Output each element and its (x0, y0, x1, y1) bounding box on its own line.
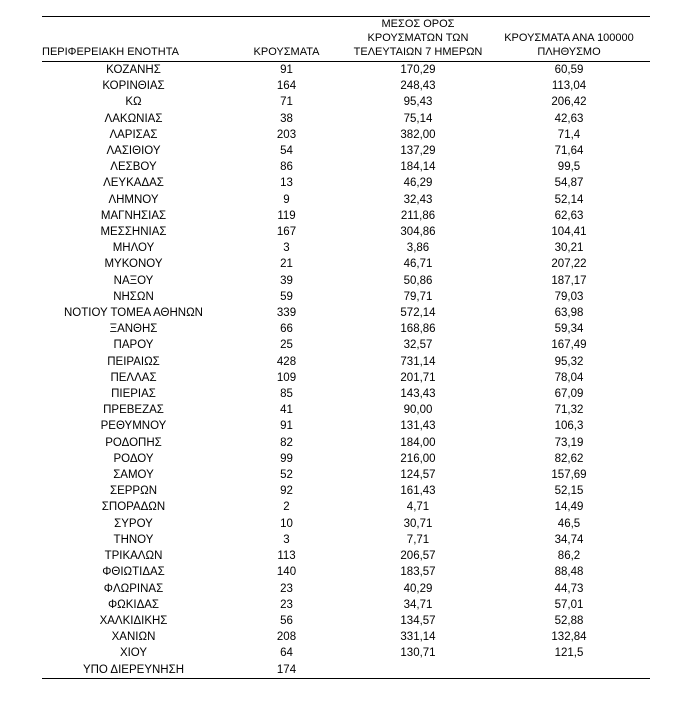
table-row (42, 78, 650, 94)
per100k-cell: 14,49 (554, 501, 584, 514)
region-cell: ΚΩ (125, 96, 142, 109)
per100k-cell: 113,04 (551, 80, 587, 93)
region-cell: ΝΟΤΙΟΥ ΤΟΜΕΑ ΑΘΗΝΩΝ (64, 307, 203, 320)
avg7-cell: 382,00 (400, 128, 436, 141)
table-row (42, 192, 650, 208)
cases-table-container (42, 16, 650, 679)
region-cell: ΡΟΔΟΥ (113, 452, 154, 465)
header-cases (225, 17, 348, 62)
region-cell: ΛΕΣΒΟΥ (110, 161, 157, 174)
header-per100k (488, 17, 650, 62)
table-row (42, 321, 650, 337)
avg7-cell: 34,71 (403, 598, 433, 611)
table-row (42, 386, 650, 402)
header-per100k-line1: ΚΡΟΥΣΜΑΤΑ ΑΝΑ 100000 (504, 32, 634, 44)
region-cell: ΦΛΩΡΙΝΑΣ (103, 582, 164, 595)
table-row (42, 645, 650, 661)
cases-cell: 164 (276, 80, 297, 93)
table-row (42, 159, 650, 175)
per100k-cell: 34,74 (554, 533, 584, 546)
table-row (42, 370, 650, 386)
header-avg7-line3: ΤΕΛΕΥΤΑΙΩΝ 7 ΗΜΕΡΩΝ (353, 46, 483, 58)
avg7-cell: 46,29 (403, 177, 433, 190)
cases-cell: 64 (280, 647, 293, 660)
table-row (42, 256, 650, 272)
cases-cell: 39 (280, 274, 293, 287)
avg7-cell: 32,43 (403, 193, 433, 206)
table-row (42, 402, 650, 418)
per100k-cell: 52,14 (554, 193, 584, 206)
per100k-cell: 52,15 (554, 485, 584, 498)
region-cell: ΛΑΡΙΣΑΣ (109, 128, 158, 141)
region-cell: ΣΕΡΡΩΝ (109, 485, 158, 498)
cases-table (42, 16, 650, 679)
avg7-cell: 248,43 (400, 80, 436, 93)
table-row (42, 62, 650, 79)
cases-cell: 92 (280, 485, 293, 498)
cases-cell: 71 (280, 96, 293, 109)
region-cell: ΚΟΖΑΝΗΣ (106, 64, 161, 76)
per100k-cell: 42,63 (554, 112, 584, 125)
cases-cell: 21 (280, 258, 293, 271)
table-row (42, 208, 650, 224)
cases-cell: 208 (276, 631, 297, 644)
table-row (42, 289, 650, 305)
cases-cell: 174 (225, 662, 348, 679)
per100k-cell: 106,3 (554, 420, 584, 433)
per100k-cell: 132,84 (551, 631, 587, 644)
table-row (42, 581, 650, 597)
table-row (42, 305, 650, 321)
table-row (42, 273, 650, 289)
per100k-cell: 95,32 (554, 355, 584, 368)
per100k-cell: 52,88 (554, 614, 584, 627)
region-cell: ΚΟΡΙΝΘΙΑΣ (102, 80, 165, 93)
per100k-cell: 104,41 (551, 226, 587, 239)
table-row (42, 516, 650, 532)
cases-cell: 91 (280, 420, 293, 433)
avg7-cell: 50,86 (403, 274, 433, 287)
region-cell: ΛΕΥΚΑΔΑΣ (103, 177, 164, 190)
table-row (42, 564, 650, 580)
cases-cell: 119 (277, 209, 296, 222)
table-row (42, 662, 650, 679)
cases-cell: 23 (280, 598, 293, 611)
table-row (42, 418, 650, 434)
per100k-cell: 46,5 (557, 517, 581, 530)
region-cell: ΦΩΚΙΔΑΣ (107, 598, 160, 611)
cases-cell: 91 (280, 64, 293, 76)
per100k-cell: 187,17 (551, 274, 587, 287)
cases-cell: 66 (280, 323, 293, 336)
avg7-cell: 30,71 (403, 517, 433, 530)
avg7-cell: 161,43 (400, 485, 436, 498)
table-row (42, 337, 650, 353)
table-row (42, 532, 650, 548)
avg7-cell: 183,57 (400, 566, 436, 579)
table-row (42, 499, 650, 515)
per100k-cell: 30,21 (554, 242, 584, 255)
region-cell: ΤΡΙΚΑΛΩΝ (104, 550, 163, 563)
avg7-cell: 3,86 (406, 242, 430, 255)
table-row (42, 127, 650, 143)
region-cell: ΜΕΣΣΗΝΙΑΣ (100, 226, 167, 239)
cases-cell: 82 (280, 436, 293, 449)
per100k-cell: 71,32 (554, 404, 584, 417)
avg7-cell: 201,71 (400, 371, 436, 384)
cases-cell: 25 (280, 339, 293, 352)
table-row (42, 629, 650, 645)
avg7-cell: 170,29 (400, 64, 436, 76)
per100k-cell: 157,69 (551, 469, 587, 482)
region-cell: ΛΑΚΩΝΙΑΣ (104, 112, 163, 125)
per100k-cell: 54,87 (554, 177, 584, 190)
table-row (42, 94, 650, 110)
region-cell: ΛΗΜΝΟΥ (108, 193, 159, 206)
region-cell: ΤΗΝΟΥ (113, 533, 154, 546)
region-cell: ΛΑΣΙΘΙΟΥ (106, 145, 161, 158)
avg7-cell: 75,14 (403, 112, 433, 125)
region-cell: ΝΗΣΩΝ (113, 290, 154, 303)
per100k-cell: 59,34 (554, 323, 584, 336)
cases-cell: 140 (276, 566, 297, 579)
avg7-cell: 168,86 (400, 323, 436, 336)
cases-cell: 13 (280, 177, 293, 190)
table-row (42, 548, 650, 564)
avg7-cell: 46,71 (403, 258, 433, 271)
cases-cell: 2 (283, 501, 290, 514)
table-header-row (42, 17, 650, 62)
region-cell: ΦΘΙΩΤΙΔΑΣ (102, 566, 165, 579)
avg7-cell: 79,71 (403, 290, 433, 303)
cases-cell: 9 (283, 193, 290, 206)
cases-cell: 59 (280, 290, 293, 303)
per100k-cell: 86,2 (557, 550, 581, 563)
region-cell: ΜΗΛΟΥ (112, 242, 155, 255)
cases-cell: 56 (280, 614, 293, 627)
region-cell: ΥΠΟ ΔΙΕΡΕΥΝΗΣΗ (42, 662, 225, 679)
header-region-label: ΠΕΡΙΦΕΡΕΙΑΚΗ ΕΝΟΤΗΤΑ (42, 46, 179, 58)
region-cell: ΝΑΞΟΥ (113, 274, 154, 287)
table-row (42, 451, 650, 467)
avg7-cell: 137,29 (400, 145, 436, 158)
cases-cell: 41 (280, 404, 293, 417)
cases-cell: 54 (280, 145, 293, 158)
cases-cell: 23 (280, 582, 293, 595)
table-row (42, 175, 650, 191)
per100k-cell: 167,49 (551, 339, 587, 352)
cases-cell: 86 (280, 161, 293, 174)
per100k-cell: 82,62 (554, 452, 584, 465)
table-row (42, 111, 650, 127)
avg7-cell: 124,57 (400, 469, 436, 482)
avg7-cell: 90,00 (403, 404, 433, 417)
cases-cell: 203 (276, 128, 297, 141)
per100k-cell: 44,73 (554, 582, 584, 595)
region-cell: ΣΥΡΟΥ (114, 517, 153, 530)
per100k-cell: 62,63 (554, 209, 584, 222)
region-cell: ΠΙΕΡΙΑΣ (111, 388, 156, 401)
header-avg7-line2: ΚΡΟΥΣΜΑΤΩΝ ΤΩΝ (367, 32, 469, 44)
per100k-cell (488, 662, 650, 679)
cases-cell: 167 (276, 226, 297, 239)
table-row (42, 435, 650, 451)
per100k-cell: 99,5 (557, 161, 581, 174)
table-row (42, 613, 650, 629)
region-cell: ΣΑΜΟΥ (113, 469, 154, 482)
region-cell: ΧΑΛΚΙΔΙΚΗΣ (99, 614, 168, 627)
table-row (42, 467, 650, 483)
table-row (42, 143, 650, 159)
header-avg7 (348, 17, 488, 62)
header-cases-label: ΚΡΟΥΣΜΑΤΑ (253, 46, 320, 58)
avg7-cell: 131,43 (400, 420, 436, 433)
region-cell: ΣΠΟΡΑΔΩΝ (101, 501, 166, 514)
avg7-cell: 216,00 (400, 452, 436, 465)
cases-cell: 3 (283, 242, 290, 255)
table-row (42, 597, 650, 613)
region-cell: ΠΕΙΡΑΙΩΣ (107, 355, 160, 368)
per100k-cell: 206,42 (551, 96, 587, 109)
avg7-cell: 331,14 (400, 631, 436, 644)
avg7-cell (348, 662, 488, 679)
per100k-cell: 71,64 (554, 145, 584, 158)
avg7-cell: 184,00 (400, 436, 436, 449)
table-row (42, 483, 650, 499)
avg7-cell: 7,71 (406, 533, 430, 546)
per100k-cell: 60,59 (554, 64, 584, 76)
cases-cell: 109 (276, 371, 297, 384)
region-cell: ΡΕΘΥΜΝΟΥ (100, 420, 167, 433)
region-cell: ΠΑΡΟΥ (113, 339, 154, 352)
per100k-cell: 78,04 (554, 371, 584, 384)
cases-cell: 339 (276, 307, 297, 320)
region-cell: ΧΑΝΙΩΝ (111, 631, 156, 644)
cases-cell: 99 (280, 452, 293, 465)
region-cell: ΠΕΛΛΑΣ (110, 371, 157, 384)
table-body (42, 62, 650, 679)
avg7-cell: 731,14 (400, 355, 436, 368)
header-avg7-line1: ΜΕΣΟΣ ΟΡΟΣ (381, 18, 455, 30)
avg7-cell: 4,71 (406, 501, 430, 514)
per100k-cell: 63,98 (554, 307, 584, 320)
cases-cell: 113 (277, 550, 296, 563)
avg7-cell: 211,86 (400, 209, 436, 222)
cases-cell: 85 (280, 388, 293, 401)
cases-cell: 10 (280, 517, 293, 530)
avg7-cell: 40,29 (403, 582, 433, 595)
avg7-cell: 130,71 (400, 647, 436, 660)
per100k-cell: 121,5 (554, 647, 584, 660)
region-cell: ΞΑΝΘΗΣ (109, 323, 158, 336)
region-cell: ΜΥΚΟΝΟΥ (104, 258, 163, 271)
per100k-cell: 57,01 (554, 598, 584, 611)
avg7-cell: 184,14 (400, 161, 436, 174)
region-cell: ΜΑΓΝΗΣΙΑΣ (100, 209, 167, 222)
per100k-cell: 79,03 (554, 290, 584, 303)
cases-cell: 428 (276, 355, 297, 368)
table-row (42, 224, 650, 240)
table-row (42, 354, 650, 370)
avg7-cell: 206,57 (400, 550, 436, 563)
per100k-cell: 71,4 (557, 128, 581, 141)
avg7-cell: 134,57 (400, 614, 436, 627)
region-cell: ΠΡΕΒΕΖΑΣ (103, 404, 164, 417)
table-row (42, 240, 650, 256)
avg7-cell: 32,57 (403, 339, 433, 352)
cases-cell: 38 (280, 112, 293, 125)
header-region (42, 17, 225, 62)
per100k-cell: 207,22 (551, 258, 587, 271)
avg7-cell: 572,14 (400, 307, 436, 320)
per100k-cell: 88,48 (554, 566, 584, 579)
region-cell: ΧΙΟΥ (119, 647, 148, 660)
header-per100k-line2: ΠΛΗΘΥΣΜΟ (537, 46, 601, 58)
avg7-cell: 95,43 (403, 96, 433, 109)
cases-cell: 52 (280, 469, 293, 482)
region-cell: ΡΟΔΟΠΗΣ (105, 436, 162, 449)
avg7-cell: 304,86 (400, 226, 436, 239)
per100k-cell: 73,19 (554, 436, 584, 449)
per100k-cell: 67,09 (554, 388, 584, 401)
cases-cell: 3 (283, 533, 290, 546)
avg7-cell: 143,43 (400, 388, 436, 401)
